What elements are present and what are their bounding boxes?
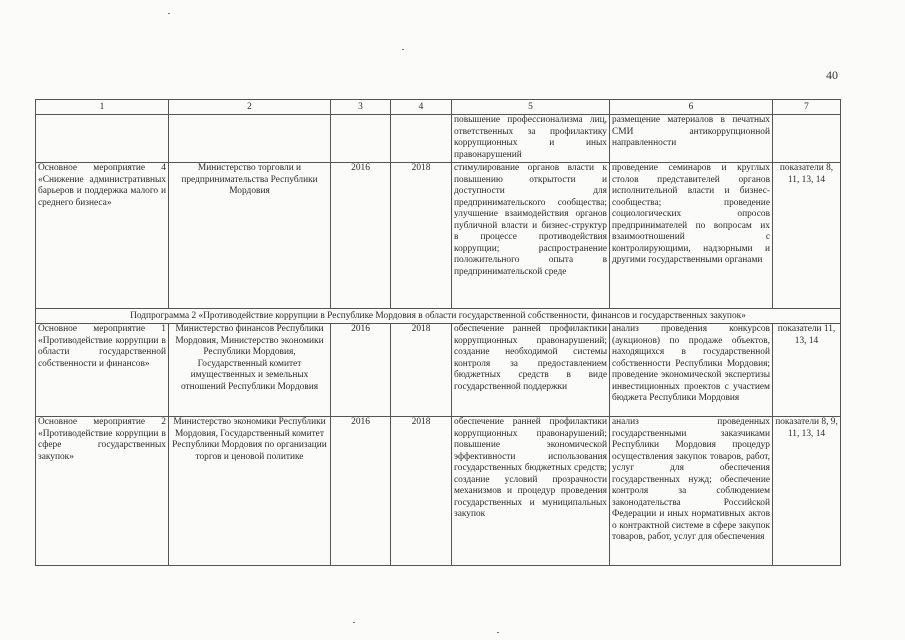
expected-results-cell: повышение профессионализма лиц, ответственных за профилактику коррупционных и иных правонарушений [452,115,610,163]
expected-results-cell: стимулирование органов власти к повышению открытости и доступности для предпринимательского сообщества; улучшение взаимодействия органов публичной власти и бизнес-структур в процессе противодействия коррупции; распространение положительного опыта в предпринимательской среде [452,163,610,309]
table-row [36,163,841,309]
empty-cell [773,115,841,163]
scan-speck [497,632,499,633]
table-row [36,324,841,417]
expected-results-cell: обеспечение ранней профилактики коррупционных правонарушений; повышение экономической эффективности использования государственных бюджетных средств; создание условий прозрачности механизмов и процедур проведения государственных и муниципальных закупок [452,417,610,566]
scan-speck [353,622,355,623]
empty-cell [331,115,391,163]
executor-cell: Министерство экономики Республики Мордовия, Государственный комитет Республики Мордовия по организации торгов и ценовой политике [169,417,331,566]
header-row [36,100,841,115]
end-year-cell: 2018 [391,324,452,417]
program-table [35,99,841,566]
expected-results-cell: обеспечение ранней профилактики коррупционных правонарушений; создание необходимой системы контроля за предоставлением бюджетных средств в виде государственной поддержки [452,324,610,417]
executor-cell: Министерство финансов Республики Мордовия, Министерство экономики Республики Мордовия, Государственный комитет имущественных и земельных отношений Республики Мордовия [169,324,331,417]
table-row [36,417,841,566]
activities-cell: анализ проведения конкурсов (аукционов) по продаже объектов, находящихся в государственной собственности Республики Мордовия; проведение экономической экспертизы инвестиционных проектов с участием бюджета Республики Мордовия [610,324,773,417]
end-year-cell: 2018 [391,163,452,309]
header-cell-7: 7 [773,100,841,115]
event-name-cell: Основное мероприятие 4 «Снижение административных барьеров и поддержка малого и среднего бизнеса» [36,163,169,309]
start-year-cell: 2016 [331,324,391,417]
indicators-cell: показатели 11, 13, 14 [773,324,841,417]
header-cell-2: 2 [169,100,331,115]
activities-cell: анализ проведенных государственными заказчиками Республики Мордовия процедур осуществления закупок товаров, работ, услуг для обеспечения государственных нужд; обеспечение контроля за соблюдением законодательства Российской Федерации и иных нормативных актов о контрактной системе в сфере закупок товаров, работ, услуг для обеспечения [610,417,773,566]
indicators-cell: показатели 8, 9, 11, 13, 14 [773,417,841,566]
header-cell-6: 6 [610,100,773,115]
event-name-cell: Основное мероприятие 2 «Противодействие коррупции в сфере государственных закупок» [36,417,169,566]
header-cell-4: 4 [391,100,452,115]
subprogram-row [36,309,841,324]
header-cell-1: 1 [36,100,169,115]
scan-speck [168,13,170,14]
empty-cell [36,115,169,163]
header-cell-5: 5 [452,100,610,115]
executor-cell: Министерство торговли и предпринимательства Республики Мордовия [169,163,331,309]
end-year-cell: 2018 [391,417,452,566]
indicators-cell: показатели 8, 11, 13, 14 [773,163,841,309]
page-number: 40 [826,68,838,82]
scan-speck [402,49,404,50]
empty-cell [169,115,331,163]
activities-cell: размещение материалов в печатных СМИ антикоррупционной направленности [610,115,773,163]
start-year-cell: 2016 [331,163,391,309]
header-cell-3: 3 [331,100,391,115]
event-name-cell: Основное мероприятие 1 «Противодействие коррупции в области государственной собственности и финансов» [36,324,169,417]
subprogram-title: Подпрограмма 2 «Противодействие коррупции в Республике Мордовия в области государственной собственности, финансов и государственных закупок» [36,309,841,324]
empty-cell [391,115,452,163]
start-year-cell: 2016 [331,417,391,566]
activities-cell: проведение семинаров и круглых столов представителей органов исполнительной власти и бизнес-сообщества; проведение социологических опросов предпринимателей по вопросам их взаимоотношений с контролирующими, надзорными и другими государственными органами [610,163,773,309]
continuation-row [36,115,841,163]
